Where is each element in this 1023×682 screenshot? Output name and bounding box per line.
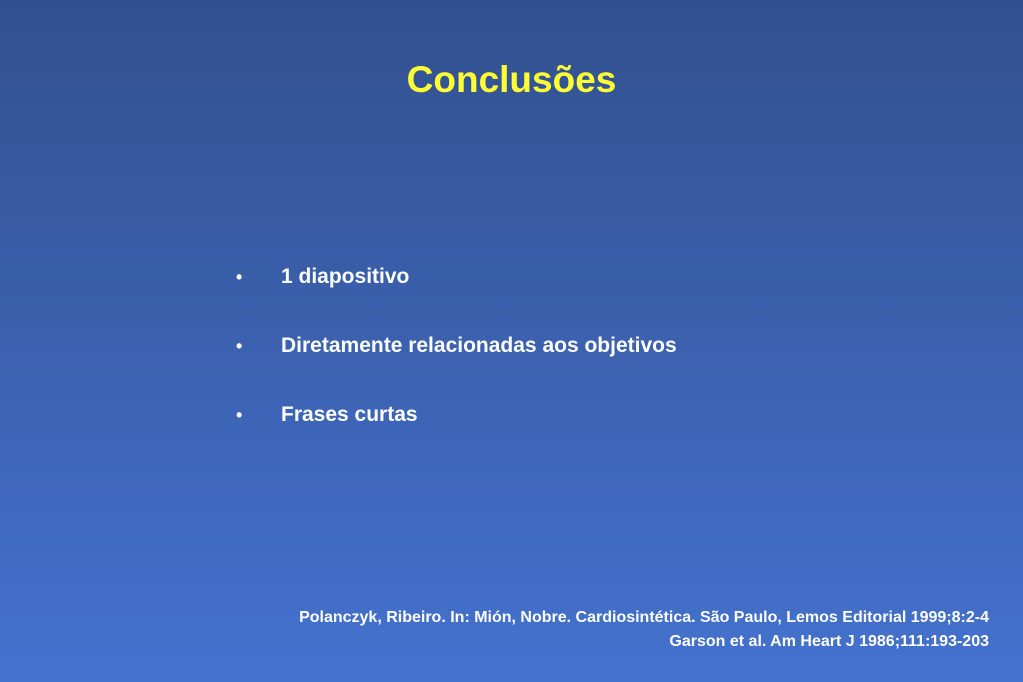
slide-title: Conclusões [406, 59, 617, 100]
bullet-text: 1 diapositivo [281, 265, 410, 288]
bullet-text: Diretamente relacionadas aos objetivos [281, 334, 677, 357]
references [299, 606, 989, 654]
bullet-dot-icon: • [236, 336, 243, 356]
bullet-dot-icon: • [236, 267, 243, 287]
reference-line: Polanczyk, Ribeiro. In: Mión, Nobre. Cardiosintética. São Paulo, Lemos Editorial 1999;8:2-4 [299, 609, 989, 626]
bullet-dot-icon: • [236, 405, 243, 425]
bullet-text: Frases curtas [281, 403, 418, 426]
reference-line: Garson et al. Am Heart J 1986;111:193-203 [669, 633, 989, 650]
